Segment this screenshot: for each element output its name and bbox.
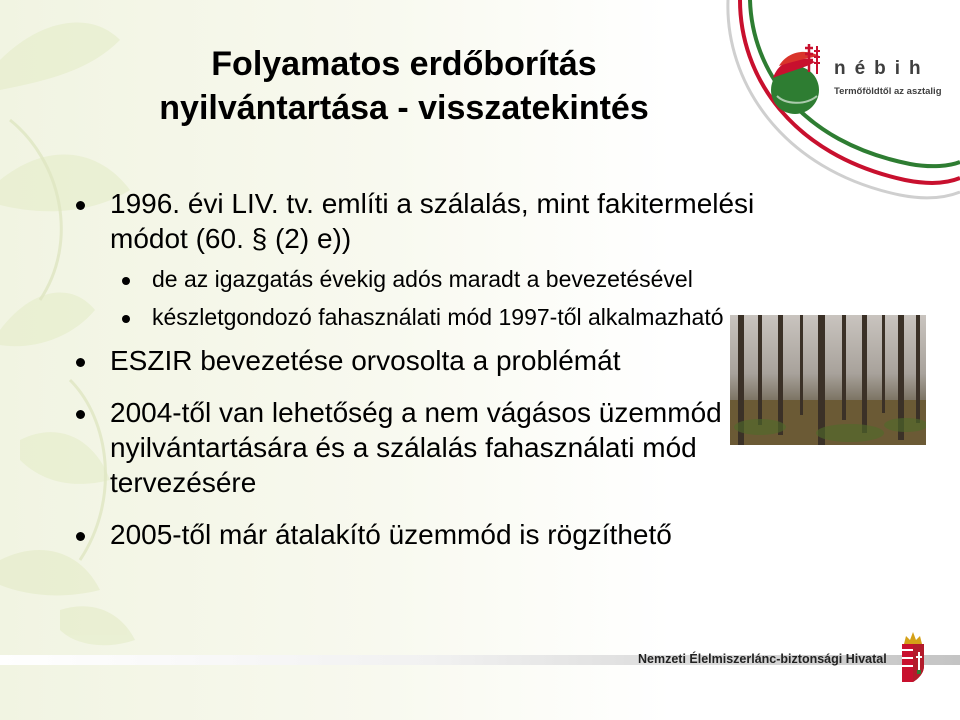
logo-tagline: Termőföldtől az asztalig (834, 86, 942, 97)
bullet-item-2: ESZIR bevezetése orvosolta a problémát (70, 343, 810, 378)
logo-name: nébih (834, 58, 930, 79)
title-line-2: nyilvántartása - visszatekintés (159, 89, 649, 127)
title-line-1: Folyamatos erdőborítás (211, 45, 597, 83)
bullet-item-4: 2005-től már átalakító üzemmód is rögzíthető (70, 517, 810, 552)
logo-swoosh (720, 0, 960, 210)
nebih-logo-icon (765, 38, 831, 120)
sub-bullet-item-1: de az igazgatás évekig adós maradt a bevezetésével (70, 265, 810, 294)
slide-title (104, 42, 704, 130)
footer-organization: Nemzeti Élelmiszerlánc-biztonsági Hivatal (638, 652, 887, 666)
hungarian-coat-of-arms-icon (898, 630, 928, 686)
bullet-item-1: 1996. évi LIV. tv. említi a szálalás, mint fakitermelési módot (60. § (2) e)) (70, 186, 810, 256)
sub-bullet-item-2: készletgondozó fahasználati mód 1997-től alkalmazható (70, 303, 810, 332)
logo-area (720, 0, 960, 210)
bullet-item-3: 2004-től van lehetőség a nem vágásos üzemmód nyilvántartására és a szálalás fahasználati mód tervezésére (70, 395, 810, 500)
bullet-list (70, 186, 810, 552)
